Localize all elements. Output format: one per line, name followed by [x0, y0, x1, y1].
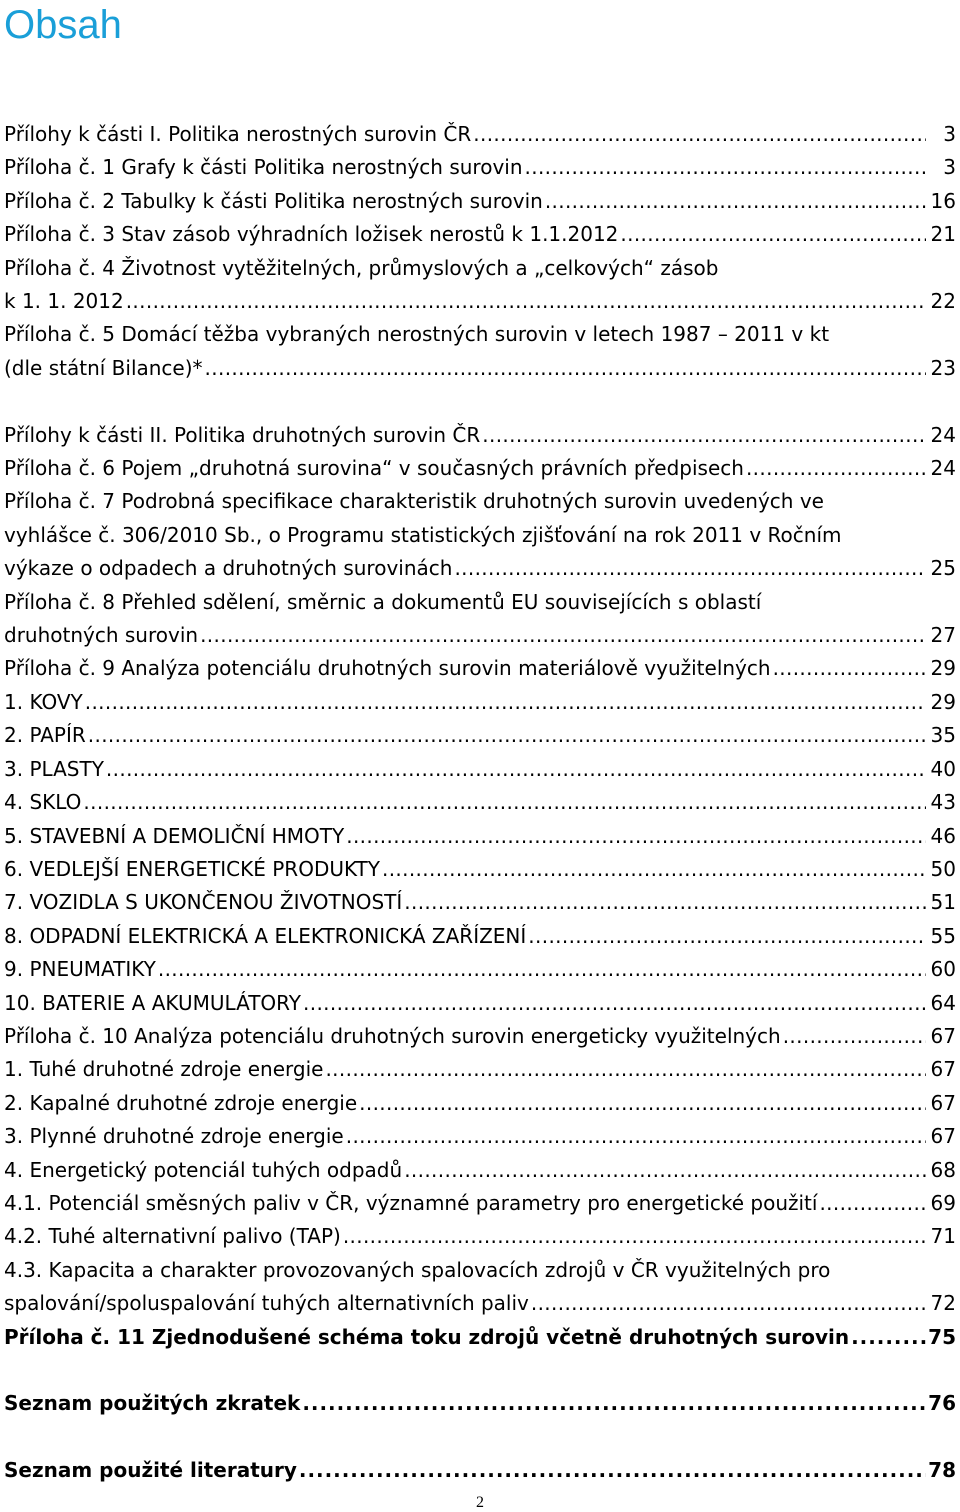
toc-page-number: 35	[930, 723, 956, 748]
toc-page-number: 68	[930, 1157, 956, 1182]
toc-entry-title: 4.1. Potenciál směsných paliv v ČR, významné parametry pro energetické použití	[4, 1190, 818, 1215]
dot-leader	[200, 619, 926, 652]
dot-leader	[783, 1020, 926, 1053]
dot-leader	[620, 218, 926, 251]
toc-page-number: 67	[930, 1023, 956, 1048]
toc-entry[interactable]	[4, 1187, 956, 1220]
spacer	[4, 385, 956, 418]
toc-page-number: 25	[930, 556, 956, 581]
toc-page-number: 29	[930, 689, 956, 714]
toc-entry-title-line: Příloha č. 8 Přehled sdělení, směrnic a dokumentů EU souvisejících s oblastí	[4, 589, 762, 614]
toc-entry-title: Příloha č. 9 Analýza potenciálu druhotných surovin materiálově využitelných	[4, 656, 771, 681]
toc-page-number: 21	[930, 222, 956, 247]
toc-entry[interactable]	[4, 1020, 956, 1053]
toc-entry-title-line: 4.3. Kapacita a charakter provozovaných spalovacích zdrojů v ČR využitelných pro	[4, 1257, 831, 1282]
toc-page-number: 43	[930, 790, 956, 815]
toc-page-number: 64	[930, 990, 956, 1015]
dot-leader	[346, 820, 926, 853]
toc-entry[interactable]	[4, 1387, 956, 1420]
toc-entry[interactable]	[4, 318, 956, 385]
toc-entry[interactable]	[4, 652, 956, 685]
toc-entry-title: Příloha č. 11 Zjednodušené schéma toku zdrojů včetně druhotných surovin	[4, 1324, 850, 1349]
toc-entry[interactable]	[4, 786, 956, 819]
toc-entry-title: 1. KOVY	[4, 689, 83, 714]
toc-entry-title: (dle státní Bilance)*	[4, 355, 203, 380]
toc-entry-title-line: vyhlášce č. 306/2010 Sb., o Programu statistických zjišťování na rok 2011 v Ročním	[4, 522, 842, 547]
toc-entry-title: druhotných surovin	[4, 623, 199, 648]
table-of-contents	[4, 118, 956, 1488]
toc-page-number: 76	[928, 1391, 956, 1416]
dot-leader	[83, 786, 926, 819]
toc-page-number: 51	[930, 890, 956, 915]
toc-entry-title: 7. VOZIDLA S UKONČENOU ŽIVOTNOSTÍ	[4, 890, 403, 915]
toc-entry[interactable]	[4, 151, 956, 184]
toc-entry-title: Příloha č. 10 Analýza potenciálu druhotných surovin energeticky využitelných	[4, 1023, 781, 1048]
dot-leader	[126, 285, 926, 318]
dot-leader	[343, 1220, 926, 1253]
dot-leader	[773, 652, 926, 685]
toc-page-number: 46	[930, 823, 956, 848]
toc-entry[interactable]	[4, 1053, 956, 1086]
toc-page-number: 3	[943, 122, 956, 146]
toc-entry[interactable]	[4, 686, 956, 719]
toc-entry-title: Příloha č. 3 Stav zásob výhradních ložisek nerostů k 1.1.2012	[4, 222, 619, 247]
toc-entry-title: 2. PAPÍR	[4, 723, 86, 748]
toc-page-number: 67	[930, 1090, 956, 1115]
toc-entry[interactable]	[4, 252, 956, 319]
dot-leader	[746, 452, 926, 485]
toc-entry[interactable]	[4, 452, 956, 485]
dot-leader	[404, 1154, 926, 1187]
spacer	[4, 1354, 956, 1387]
dot-leader	[851, 1321, 926, 1354]
toc-entry[interactable]	[4, 753, 956, 786]
toc-entry-title: 4. Energetický potenciál tuhých odpadů	[4, 1157, 403, 1182]
dot-leader	[525, 151, 926, 184]
toc-entry[interactable]	[4, 419, 956, 452]
toc-page-number: 16	[930, 188, 956, 213]
toc-entry-title: Příloha č. 1 Grafy k části Politika nerostných surovin	[4, 155, 523, 180]
toc-page-number: 71	[930, 1224, 956, 1249]
dot-leader	[299, 1454, 926, 1487]
toc-page-number: 67	[930, 1057, 956, 1082]
toc-entry[interactable]	[4, 1254, 956, 1321]
toc-entry[interactable]	[4, 1321, 956, 1354]
dot-leader	[528, 920, 926, 953]
dot-leader	[325, 1053, 926, 1086]
toc-entry-title: Seznam použité literatury	[4, 1458, 297, 1483]
toc-entry-title: 4.2. Tuhé alternativní palivo (TAP)	[4, 1224, 341, 1249]
toc-entry-title: 10. BATERIE A AKUMULÁTORY	[4, 990, 302, 1015]
dot-leader	[302, 1387, 926, 1420]
toc-entry-title: 3. PLASTY	[4, 756, 104, 781]
page-number-footer: 2	[476, 1494, 484, 1511]
toc-page-number: 27	[930, 623, 956, 648]
toc-entry[interactable]	[4, 1120, 956, 1153]
dot-leader	[545, 185, 926, 218]
toc-entry-title: Přílohy k části II. Politika druhotných surovin ČR	[4, 422, 481, 447]
toc-entry-title: 4. SKLO	[4, 790, 82, 815]
dot-leader	[482, 419, 926, 452]
toc-entry-title: 3. Plynné druhotné zdroje energie	[4, 1124, 344, 1149]
toc-entry[interactable]	[4, 1087, 956, 1120]
spacer	[4, 1421, 956, 1454]
toc-page-number: 67	[930, 1124, 956, 1149]
dot-leader	[359, 1087, 926, 1120]
dot-leader	[531, 1287, 926, 1320]
toc-page-number: 24	[930, 422, 956, 447]
toc-entry[interactable]	[4, 218, 956, 251]
dot-leader	[454, 552, 926, 585]
toc-entry[interactable]	[4, 853, 956, 886]
toc-page-number: 24	[930, 456, 956, 481]
dot-leader	[106, 753, 926, 786]
toc-entry[interactable]	[4, 953, 956, 986]
dot-leader	[205, 352, 926, 385]
toc-page-number: 22	[930, 289, 956, 314]
toc-entry[interactable]	[4, 719, 956, 752]
toc-page-number: 78	[928, 1458, 956, 1483]
toc-entry-title: k 1. 1. 2012	[4, 289, 124, 314]
toc-entry[interactable]	[4, 118, 956, 151]
toc-entry[interactable]	[4, 485, 956, 585]
toc-entry-title: výkaze o odpadech a druhotných surovinách	[4, 556, 453, 581]
toc-page-number: 55	[930, 923, 956, 948]
dot-leader	[382, 853, 926, 886]
toc-entry-title: 8. ODPADNÍ ELEKTRICKÁ A ELEKTRONICKÁ ZAŘÍZENÍ	[4, 923, 527, 948]
page-title: Obsah	[4, 3, 122, 47]
dot-leader	[158, 953, 926, 986]
toc-entry[interactable]	[4, 1220, 956, 1253]
toc-entry-title: Příloha č. 6 Pojem „druhotná surovina“ v současných právních předpisech	[4, 456, 744, 481]
dot-leader	[819, 1187, 926, 1220]
dot-leader	[404, 886, 926, 919]
toc-page-number: 3	[943, 155, 956, 180]
dot-leader	[473, 118, 926, 151]
toc-entry[interactable]	[4, 1154, 956, 1187]
toc-entry-title-line: Příloha č. 5 Domácí těžba vybraných nerostných surovin v letech 1987 – 2011 v kt	[4, 322, 830, 347]
dot-leader	[85, 686, 926, 719]
dot-leader	[303, 987, 926, 1020]
toc-entry[interactable]	[4, 886, 956, 919]
toc-page-number: 72	[930, 1291, 956, 1316]
toc-entry-title: 2. Kapalné druhotné zdroje energie	[4, 1090, 358, 1115]
toc-page-number: 60	[930, 957, 956, 982]
toc-page-number: 40	[930, 756, 956, 781]
toc-entry-title: Příloha č. 2 Tabulky k části Politika nerostných surovin	[4, 188, 543, 213]
toc-entry-title: spalování/spoluspalování tuhých alternativních paliv	[4, 1291, 529, 1316]
toc-page-number: 50	[930, 856, 956, 881]
toc-page-number: 75	[928, 1324, 956, 1349]
toc-entry[interactable]	[4, 1454, 956, 1487]
toc-entry[interactable]	[4, 820, 956, 853]
toc-entry-title: Seznam použitých zkratek	[4, 1391, 301, 1416]
toc-entry-title: 1. Tuhé druhotné zdroje energie	[4, 1057, 324, 1082]
toc-entry-title-line: Příloha č. 7 Podrobná specifikace charakteristik druhotných surovin uvedených ve	[4, 489, 824, 514]
toc-entry-title: Přílohy k části I. Politika nerostných surovin ČR	[4, 122, 472, 146]
toc-entry-title-line: Příloha č. 4 Životnost vytěžitelných, průmyslových a „celkových“ zásob	[4, 255, 719, 280]
toc-page-number: 69	[930, 1190, 956, 1215]
toc-entry-title: 5. STAVEBNÍ A DEMOLIČNÍ HMOTY	[4, 823, 345, 848]
dot-leader	[346, 1120, 926, 1153]
toc-entry-title: 9. PNEUMATIKY	[4, 957, 156, 982]
toc-entry-title: 6. VEDLEJŠÍ ENERGETICKÉ PRODUKTY	[4, 856, 380, 881]
toc-entry[interactable]	[4, 185, 956, 218]
toc-entry[interactable]	[4, 920, 956, 953]
dot-leader	[88, 719, 926, 752]
toc-page-number: 23	[930, 355, 956, 380]
toc-entry[interactable]	[4, 586, 956, 653]
toc-page-number: 29	[930, 656, 956, 681]
toc-entry[interactable]	[4, 987, 956, 1020]
